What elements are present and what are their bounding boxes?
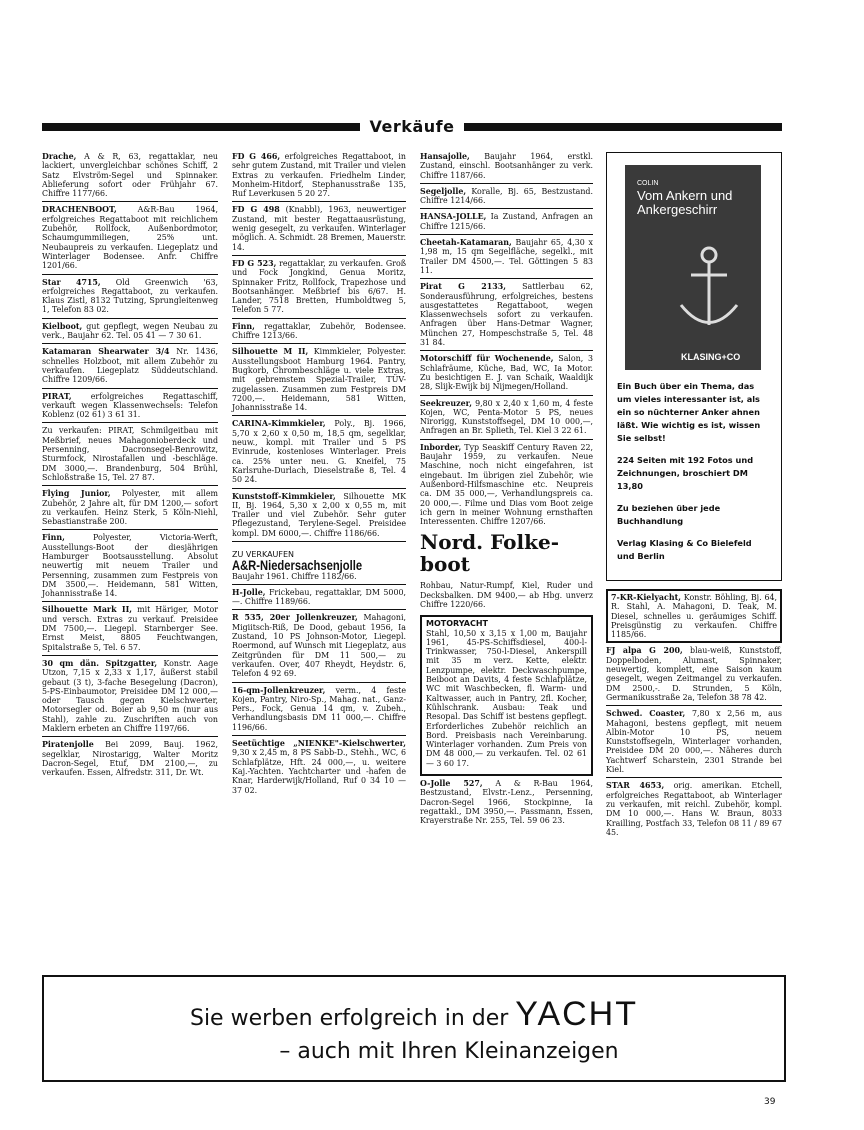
ad-body: Frickebau, regattaklar, DM 5000,—. Chiffre 1189/66. [232,587,406,607]
ad-body: Konstr. Aage Utzon, 7,15 x 2,33 x 1,17, äußerst stabil gebaut (3 t), 3-fache Besegelung (Dacron), 5-PS-Einbaumotor, Preisidee DM 12 000,— oder Tausch gegen Kielschwerter, Motorsegler od. Boier ab 9,50 m (nur aus Stahl), zahle zu. Zuschriften auch von Maklern erbeten an Chiffre 1197/66. [42,658,218,734]
separator [232,488,406,489]
ad-body: 7,80 x 2,56 m, aus Mahagoni, bestens gepflegt, mit neuem Albin-Motor 10 PS, neuem Kunststoffsegeln, Winterlager vorhanden, Preisidee DM 20 000,—. Näheres durch Yachtwerf Scharstein, 2301 Strande bei Kiel. [606,709,782,775]
ad-body: Typ Seaskiff Century Raven 22, Baujahr 1959, zu verkaufen. Neue Maschine, noch nicht eingefahren, ist eingebaut. Im übrigen ziel Zubehör, wie Außenbord-Hilfsmaschine etc. Neupreis ca. DM 35 000,—, Verhandlungspreis ca. 20 000,—. Filme und Dias vom Boot zeige ich gern in meiner Wohnung ernsthaften Interessenten. Chiffre 1207/66. [420,442,593,527]
classified-ad [232,588,406,610]
separator [42,655,218,656]
ad-body: Nr. 1436, schnelles Holzboot, mit allem Zubehör zu verkaufen. Liegeplatz Süddeutschland. Chiffre 1209/66. [42,347,218,385]
header-rule-left [42,123,360,131]
ad-body: mit Häriger, Motor und versch. Extras zu verkauf. Preisidee DM 7500,—. Liegepl. Starnberger See. Ernst Meist, 8805 Feuchtwangen, Spitalstraße 5, Tel. 6 57. [42,605,218,652]
classified-ad [42,392,218,423]
classifieds-column-4 [606,152,782,840]
ad-headline: CARINA-Kimmkieler, [232,419,326,429]
ad-body: erfolgreiches Regattaboot, in sehr gutem Zustand, mit Trailer und vielen Extras zu verkaufen. Friedhelm Linder, Monheim-Hitdorf, Stephanusstraße 135, Ruf Leverkusen 5 20 27. [232,152,406,199]
classified-ad [232,492,406,541]
separator [42,388,218,389]
section-header [42,119,782,135]
motoryacht-heading: MOTORYACHT [426,619,488,629]
ad-body: Polyester, mit allem Zubehör, 2 Jahre alt, für DM 1200,— sofort zu verkaufen. Heinz Sterk, 5 Köln-Niehl, Sebastianstraße 200. [42,489,218,527]
ad-headline: 7-KR-Kielyacht, [611,593,681,602]
classified-ad [420,443,593,530]
classifieds-column-1 [42,152,218,781]
ad-headline: FD G 523, [232,258,277,268]
classified-ad [232,686,406,735]
classified-ad [42,152,218,201]
ad-headline: Drache, [42,152,77,161]
classified-ad [606,781,782,840]
ad-body: 9,80 x 2,40 x 1,60 m, 4 feste Kojen, WC, Penta-Motor 5 PS, neues Nirorigg, Kunststoffsegel, DM 10 000,—, Anfragen an Br. Splieth, Tel. Kiel 3 22 61. [420,398,593,436]
page-number: 39 [764,1097,776,1107]
ad-headline: 30 qm dän. Spitzgatter, [42,658,158,668]
ad-headline: Silhouette Mark II, [42,605,133,615]
ad-headline: Inborder, [420,442,462,452]
book-text-1: Ein Buch über ein Thema, das um vieles interessanter ist, als ein so nüchterner Anker ahnen läßt. Wie wichtig es ist, wissen Sie selbst! [617,381,761,443]
separator [232,541,406,542]
separator [420,439,593,440]
classifieds-column-3 [420,152,593,829]
ad-headline: STAR 4653, [606,781,665,791]
book-author: COLIN [637,180,659,187]
ad-headline: HANSA-JOLLE, [420,212,487,222]
ad-body: A & R, 63, regattaklar, neu lackiert, unvergleichbar schönes Schiff, 2 Satz Elvström-Segel und Spinnaker. Ablieferung sofort oder Frühjahr 67. Chiffre 1177/66. [42,152,218,199]
classified-ad [232,152,406,201]
motoryacht-ad [420,615,593,776]
ad-headline: Kunststoff-Kimmkieler, [232,491,336,501]
ad-headline: FJ alpa G 200, [606,646,683,656]
ad-body: Salon, 3 Schlafräume, Küche, Bad, WC, Ia Motor. Zu besichtigen E. J. van Schaik, Waaldijk 28, Slijk-Ewijk bij Nijmegen/Holland. [420,354,594,392]
ad-headline: Flying Junior, [42,489,111,499]
ad-body: regattaklar, zu verkaufen. Groß und Fock Jongkind, Genua Moritz, Spinnaker Fritz, Rollfock, Trapezhose und Bootsanhänger. Meßbrief bis 6/67. H. Lander, 7518 Bretten, Humboldtweg 5, Telefon 5 77. [232,258,406,315]
ad-headline: Finn, [232,321,255,331]
separator [42,736,218,737]
separator [420,208,593,209]
banner-text-1: Sie werben erfolgreich in der [189,1006,509,1031]
banner-line-2: – auch mit Ihren Kleinanzeigen [279,1039,619,1064]
book-cover-image [625,165,761,370]
classified-ad [420,152,593,183]
classified-ad [232,322,406,344]
ad-body: Polyester, Victoria-Werft, Ausstellungs-Boot der diesjährigen Hamburger Bootsausstellung. Absolut neuwertig mit neuem Trailer und Persenning, zusammen zum Festpreis von DM 3500,—. Heidemann, 581 Witten, Johannisstraße 14. [42,533,218,599]
ad-body: Baujahr 65, 4,30 x 1,98 m, 15 qm Segelfläche, segelkl., mit Trailer DM 4500,—. Tel. Göttingen 5 83 11. [420,238,593,275]
classified-ad [232,419,406,487]
classified-ad [232,739,406,798]
classified-ad [42,489,218,529]
header-rule-right [464,123,782,131]
ad-body: erfolgreiches Regattaschiff, verkauft wegen Klassenwechsels: Telefon Koblenz (02 61) 3 61 31. [42,391,218,420]
separator [232,318,406,319]
separator [232,682,406,683]
ad-body: Sattlerbau 62, Sonderausführung, erfolgreiches, bestens ausgestattetes Regattaboot, wegen Klassenwechsels sofort zu verkaufen. Anfragen über Hans-Detmar Wagner, München 27, Hompeschstraße 5, Tel. 48 31 84. [420,282,593,348]
classified-ad [42,205,218,273]
separator [232,415,406,416]
ad-body: Old Greenwich '63, erfolgreiches Regattaboot, zu verkaufen. Klaus Zistl, 8132 Tutzing, Sprungleitenweg 1, Telefon 83 02. [42,277,219,315]
classified-ad [420,212,593,234]
ad-body: Mahagoni, Migiitsch-Riß, De Dood, gebaut 1956, Ia Zustand, 10 PS Johnson-Motor, Liegepl. Roermond, auf Wunsch mit Liegeplatz, aus Zeitgründen für DM 11 500,— zu verkaufen. Over, 407 Rheydt, Heydstr. 6, Telefon 4 92 69. [232,613,406,679]
ad-headline: Katamaran Shearwater 3/4 [42,347,170,357]
separator [42,601,218,602]
book-publisher: KLASING+CO [681,351,741,362]
separator [42,201,218,202]
classified-ad [606,646,782,705]
ad-headline: Cheetah-Katamaran, [420,238,512,248]
ad-body: Koralle, Bj. 65, Bestzustand. Chiffre 1214/66. [420,186,593,206]
separator [606,705,782,706]
separator [420,183,593,184]
ad-body: Silhouette MK II, Bj. 1964, 5,30 x 2,00 x 0,55 m, mit Trailer und viel Zubehör. Sehr guter Pflegezustand, Terylene-Segel. Preisidee kompl. DM 6000,—. Chiffre 1186/66. [232,491,406,538]
folkeboot-text: Rohbau, Natur-Rumpf, Kiel, Ruder und Decksbalken. DM 9400,— ab Hbg. unverz Chiffre 1220/66. [420,581,593,609]
ad-body: Zu verkaufen: PIRAT, Schmilgeitbau mit Meßbrief, neues Mahagonioberdeck und Persenning, Dacronsegel-Benrowitz, Sturmfock, Nirostafallen und -beschläge. DM 3000,—. Brandenburg, 504 Brühl, Schloßstraße 15, Tel. 27 87. [42,426,218,482]
ad-body: Baujahr 1964, erstkl. Zustand, einschl. Bootsanhänger zu verk. Chiffre 1187/66. [420,152,593,180]
ad-headline: Kielboot, [42,321,83,331]
classified-ad [42,426,218,485]
book-text-2: 224 Seiten mit 192 Fotos und Zeichnungen, broschiert DM 13,80 [617,455,754,491]
niedersachsenjolle-text: Baujahr 1961. Chiffre 1182/66. [232,571,357,581]
classified-ad [420,399,593,439]
separator [232,201,406,202]
classified-ad [232,613,406,681]
ad-headline: FD G 498 [232,205,280,215]
ad-headline: Finn, [42,533,65,543]
section-title: Verkäufe [369,117,455,136]
classified-ad [420,779,593,828]
banner-yacht: YACHT [515,995,639,1033]
ad-body: Konstr. Böhling, Bj. 64, R. Stahl, A. Mahagoni, D. Teak, M. Diesel, schnelles u. geräumiges Schiff. Preisgünstig zu verkaufen. Chiffre 1185/66. [611,593,777,640]
classified-ad [232,347,406,415]
classified-ad [420,354,593,394]
classified-ad [42,347,218,387]
book-advertisement [606,152,782,581]
ad-headline: H-Jolle, [232,587,266,597]
ad-body: Poly., Bj. 1966, 5,70 x 2,60 x 0,50 m, 18,5 qm, segelklar, neuw., kompl. mit Trailer und 5 PS Evinrude, kostenloses Winterlager. Preis ca. 25% unter neu. G. Kneifel, 75 Karlsruhe-Durlach, Dieselstraße 8, Tel. 4 50 24. [232,419,406,485]
classified-ad [42,533,218,601]
ad-headline: R 535, 20er Jollenkreuzer, [232,613,358,623]
ad-body: verm., 4 feste Kojen, Pantry, Niro-Sp., Mahag. nat., Ganz-Pers., Fock, Genua 14 qm, v. Zubeh., Verhandlungsbasis DM 11 000,—. Chiffre 1196/66. [232,685,406,732]
motoryacht-text: Stahl, 10,50 x 3,15 x 1,00 m, Baujahr 1961, 45-PS-Schiffsdiesel, 400-l-Trinkwasser, 750-l-Diesel, Ankerspill mit 35 m verz. Kette, elektr. Lenzpumpe, elektr. Deckwaschpumpe, Beiboot an Davits, 4 feste Schlafplätze, WC mit Waschbecken, fl. Warm- und Kaltwasser, auch in Pantry, 2fl. Kocher, Kühlschrank. Ausbau: Teak und Resopal. Das Schiff ist bestens gepflegt. Erforderliches Zubehör reichlich an Bord. Preisbasis nach Vereinbarung. Winterlager vorhanden. Zum Preis von DM 48 000,— zu verkaufen. Tel. 02 61 — 3 60 17. [426,628,587,768]
ad-body: orig. amerikan. Etchell, erfolgreiches Regattaboot, ab Winterlager zu verkaufen, mit reichl. Zubehör, kompl. DM 10 000,—. Hans W. Braun, 8033 Krailling, Postfach 33, Telefon 08 11 / 89 67 45. [606,781,782,837]
separator [606,777,782,778]
book-text-3: Zu beziehen über jede Buchhandlung [617,503,721,526]
classified-ad [606,589,782,643]
ad-headline: O-Jolle 527, [420,779,483,789]
separator [42,318,218,319]
ad-body: (Knabbl), 1963, neuwertiger Zustand, mit bester Regattaausrüstung, wenig gesegelt, zu verkaufen. Winterlager möglich. A. Schmidt. 28 Bremen, Mauerstr. 14. [232,205,406,252]
ad-headline: FD G 466, [232,152,281,161]
ad-headline: Piratenjolle [42,740,94,750]
classified-ad [42,659,218,736]
ad-headline: Hansajolle, [420,152,470,161]
ad-headline: Pirat G 2133, [420,282,506,292]
separator [232,584,406,585]
separator [232,735,406,736]
classified-ad [420,282,593,350]
ad-body: Bei 2099, Bauj. 1962, segelklar, Nirostarigg, Walter Moritz Dacron-Segel, Etuf, DM 2100,—, zu verkaufen. Essen, Alfredstr. 311, Dr. Wt. [42,740,218,778]
separator [42,485,218,486]
separator [42,529,218,530]
folkeboot-heading: Nord. Folke-boot [420,530,559,577]
separator [42,422,218,423]
separator [420,350,593,351]
classified-ad [42,278,218,318]
classifieds-column-2 [232,152,406,798]
ad-body: Ia Zustand, Anfragen an Chiffre 1215/66. [420,212,593,231]
zu-verkaufen-label: ZU VERKAUFEN [232,549,295,559]
ad-body: A&R-Bau 1964, erfolgreiches Regattaboot mit reichlichem Zubehör, Rollfock, Außenbordmotor, Schaumgummiliegen, 25% unt. Neubaupreis zu verkaufen. Liegeplatz und Winterlager Bodensee. Anfr. Chiffre 1201/66. [42,205,218,271]
book-title: Vom Ankern und Ankergeschirr [637,188,733,217]
classified-ad [42,322,218,344]
book-text-4: Verlag Klasing & Co Bielefeld und Berlin [617,538,752,561]
ad-body: regattaklar, Zubehör, Bodensee. Chiffre 1213/66. [232,321,406,341]
ad-headline: Segeljolle, [420,186,467,196]
yacht-banner-ad [42,975,786,1082]
classified-ad [232,259,406,318]
niedersachsenjolle-heading: A&R-Niedersachsenjolle [232,557,363,574]
ad-headline: Silhouette M II, [232,347,309,357]
ad-body: 9,30 x 2,45 m, 8 PS Sabb-D., Stehh., WC, 6 Schlafplätze, Hft. 24 000,—, u. weitere Kaj.-Yachten. Yachtcharter und -hafen de Knar, Harderwijk/Holland, Ruf 0 34 10 — 37 02. [232,748,406,795]
separator [42,274,218,275]
anchor-icon [625,165,761,370]
separator [420,234,593,235]
separator [232,343,406,344]
separator [420,395,593,396]
book-description [617,380,771,563]
separator [42,343,218,344]
classified-ad [420,187,593,209]
ad-body: Kimmkieler, Polyester. Ausstellungsboot Hamburg 1964. Pantry, Bugkorb, Chrombeschläge u. viele Extras, mit gebremstem Spezial-Trailer, TÜV-zugelassen. Zusammen zum Festpreis DM 7200,—. Heidemann, 581 Witten, Johannisstraße 14. [232,347,406,413]
ad-headline: 16-qm-Jollenkreuzer, [232,685,326,695]
ad-headline: Seetüchtige „NIENKE"-Kielschwerter, [232,739,406,749]
separator [232,609,406,610]
ad-headline: Star 4715, [42,277,101,287]
classified-ad [42,605,218,654]
classified-ad [420,238,593,278]
ad-body: A & R-Bau 1964, Bestzustand, Elvstr.-Lenz., Persenning, Dacron-Segel 1966, Stockpinne, Ia regattakl., DM 3950,—. Passmann, Essen, Krayerstraße Nr. 255, Tel. 59 06 23. [420,779,593,826]
classified-ad [42,740,218,780]
ad-headline: PIRAT, [42,391,72,401]
ad-headline: Schwed. Coaster, [606,709,686,719]
banner-line-1 [44,995,784,1034]
ad-headline: Seekreuzer, [420,398,472,408]
ad-body: gut gepflegt, wegen Neubau zu verk., Baujahr 62. Tel. 05 41 — 7 30 61. [42,321,218,341]
ad-headline: DRACHENBOOT, [42,205,117,215]
separator [232,255,406,256]
classified-ad [606,709,782,777]
classified-ad [232,205,406,254]
ad-headline: Motorschiff für Wochenende, [420,354,554,364]
separator [420,278,593,279]
ad-body: blau-weiß, Kunststoff, Doppelboden, Alumast, Spinnaker, neuwertig, komplett, eine Saison kaum gesegelt, wegen Zeitmangel zu verkaufen. DM 2500,-. D. Strunden, 5 Köln, Germanikusstraße 2a, Telefon 38 78 42. [606,646,782,702]
